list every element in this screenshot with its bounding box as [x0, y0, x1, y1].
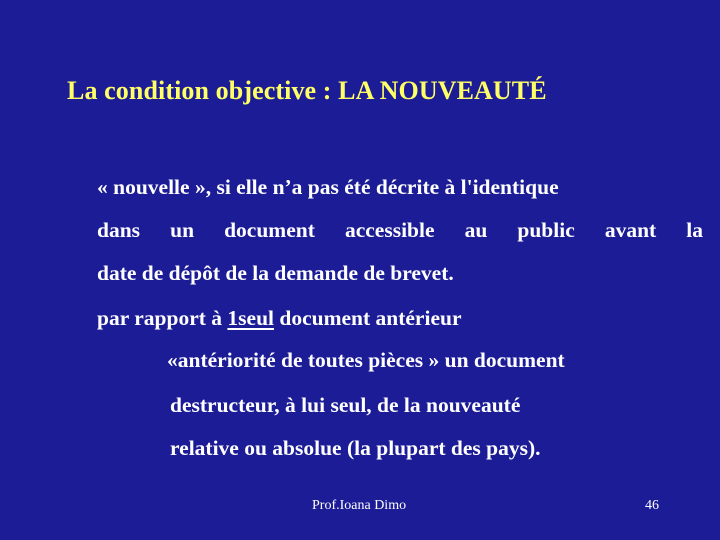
footer-author: Prof.Ioana Dimo: [312, 498, 407, 513]
body-line-4-suffix: document antérieur: [274, 306, 462, 330]
body-line-4-underlined: 1seul: [227, 306, 274, 330]
body-line-4-prefix: par rapport à: [97, 306, 228, 330]
body-line-2: dans un document accessible au public avant la: [97, 218, 703, 242]
slide-title: La condition objective : LA NOUVEAUTÉ: [67, 76, 547, 105]
body-line-7: relative ou absolue (la plupart des pays).: [170, 436, 541, 460]
body-line-6: destructeur, à lui seul, de la nouveauté: [170, 393, 521, 417]
body-line-1: « nouvelle », si elle n’a pas été décrite à l'identique: [97, 175, 559, 199]
page-number: 46: [645, 498, 659, 513]
body-line-4: [97, 306, 462, 331]
body-line-3: date de dépôt de la demande de brevet.: [97, 261, 454, 285]
body-line-5: «antériorité de toutes pièces » un document: [167, 348, 565, 372]
